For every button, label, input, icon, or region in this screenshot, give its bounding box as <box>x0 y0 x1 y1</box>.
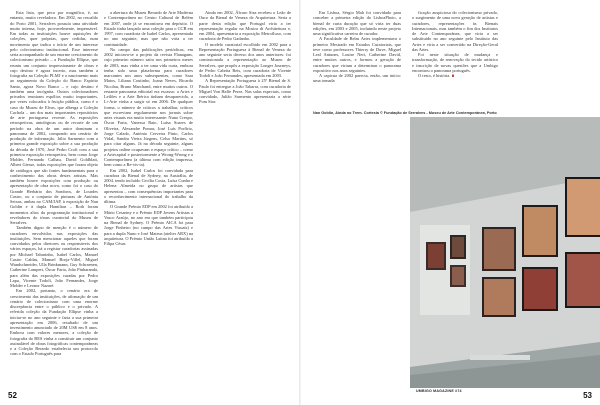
photo-caption: Nan Goldin, Ainda no Trem. Cortesia © Fundação de Serralves - Museu de Arte Contemporânea, Porto <box>313 111 497 115</box>
paragraph: ficação auspiciosa do colecionismo privado, o surgimento de uma nova geração de artistas e curadores, representações às Bienais Internacionais, mas também o fim dos Institutos de Arte Contemporânea, que viria a ser substituído no ano seguinte pelo Instituto das Artes e viria a ser convertido na Direção-Geral das Artes. <box>412 10 498 52</box>
paragraph: a abertura do Museu Berardo de Arte Moderna e Contemporânea no Centro Cultural de Belém em 2007, onde já se encontrava em depósito. O Estado tinha lançado uma coleção para o CCB em 1997, com curadoria de Isabel Carlos, apresentada no ano seguinte, mas que não viria a ter continuidade. <box>104 10 193 47</box>
paragraph: No campo das publicações periódicas, em 2002 iniciava-se a projeto da revista Flanagans, cujo primeiro número saíra nos primeiros meses de 2003, mas vinha a ter uma vida curta, embora tenha sido uma plataforma para curadores marcantes nos anos subsequentes, como Sara Matos, Liliana Coutinho, Joana Neves, Ricardo Nicolau, Bruno Marchand, entre muitos outros. O restante panorama editorial era escasso: a Artes e Leilões e a Arte Ibérica tinham desaparecido, a L+Arte vinha a surgir só em 2006. De qualquer forma, o número de críticos a trabalhar, críticos que escreviam regularmente nos jornais sobre artes visuais era muito interessante: Nuno Crespo, Óscar Faria, Vanessa Rato, Luísa Soares de Oliveira, Alexandre Pomar, José Luís Porfírio, Jorge Calado, António Cerveira Pinto, Carlos Vidal, Sandra Vieira Jürgens, Celso Martins, só para citar alguns. Já na década seguinte, alguns projetos online ocupavam o espaço crítico – como a Artecapital e posteriormente a Wrong-Wrong e a Contemporânea (a última com edição impressa, bem como a Re-vis-ta). <box>104 46 193 168</box>
right-page-column-2 <box>412 10 498 79</box>
page-gutter <box>299 0 301 405</box>
paragraph: Ainda em 2002, Álvaro Siza recebeu o Leão de Ouro da Bienal de Veneza de Arquitetura. Seria a parte desta edição que Portugal viria a ter representação regular na Mostra di Architettura e, em 2004, apresentaria a exposição Metrofluxo, com curadoria de Pedro Gadanho. <box>199 10 291 42</box>
paragraph: A Faculdade de Belas Artes implementava o primeiro Mestrado em Estudos Curatoriais, que teve como professores Thierry de Duve, Miguel Leal Antunes, Louise Neri, Catherine David, entre muitos outros, e formou a geração de curadores que viriam a determinar o panorama expositivo nos anos seguintes. <box>313 36 401 73</box>
page-number-left: 52 <box>8 391 17 400</box>
gallery-photo-illustration <box>410 117 600 388</box>
paragraph: O modelo curatorial escolhido em 2002 para a Representação Portuguesa à Bienal de Veneza do ano seguinte seria diverso dos anos anteriores: foi comissionada a representação ao Museu de Serralves, que propôs a exposição Longer Journeys, de Pedro Cabrita Reis, com curadoria de Vicente Todolí e João Fernandes, apresentada em 2003. <box>199 41 291 78</box>
paragraph: Em 2002, Isabel Carlos foi convidada para curadora da Bienal de Sydney, na Austrália, de 2004, tendo incluído Cecília Costa, Luísa Cunha e Helena Almeida no grupo de artistas que apresentou – com consequências importantes para o reconhecimento internacional do trabalho da última. <box>104 167 193 204</box>
paragraph: A Representação Portuguesa à 25ª Bienal de S. Paulo foi entregue a João Tabarra, com curadoria de Miguel Von Haffe Perez. Nas salas especiais, como convidado, Julião Sarmento apresentaria a série Pom Stor. <box>199 78 291 105</box>
right-page-column-1 <box>313 10 401 84</box>
paragraph: O Grande Prémio EDP em 2002 foi atribuído a Mário Cesariny e o Prémio EDP Jovens Artistas a Vasco Araújo, no ano em que também participou na Bienal de Sydney. O Prémio AICA foi para Jorge Pinheiro (no campo das Artes Visuais) e para a dupla Nuno e José Mateus (atelier ARX) na arquitetura. O Prémio União Latina foi atribuído a Filipa César. <box>104 204 193 246</box>
end-sign: O resto, é história. <box>418 73 451 78</box>
paragraph: Em Lisboa, Sérgio Mah foi convidado para conceber a primeira edição do LisboaPhoto, a bienal de curta duração que só viria ter duas edições, em 2003 e 2005, incluindo neste projeto uma significativa carreira de curador. <box>313 10 401 36</box>
end-mark-icon: ∎ <box>451 74 455 79</box>
paragraph: Também digno de menção é o número de curadores envolvidos nas exposições das instituições. Sem mencionar aqueles que foram convidados pelos diretores ou responsáveis dos vários espaços, há a registar curadorias assinadas por Michael Tabarinho, Isabel Carlos, Manuel Castro Caldas, Manuel Borja-Villel, Miguel Wandschneider, Ulla Brinkmann, Guy Schraenen, Catherine Lampert, Óscar Faria, João Pinharanda, para além das exposições curadas por Pedro Lapa, Vicente Todolí, João Fernandes, Jorge Molder e Leonor Nazaré. <box>10 225 98 288</box>
paragraph: Esta lista, que peca por magnífica, é, no entanto, muito reveladora. Em 2002, no rescaldo do Porto 2001, Serralves possuía uma atividade muito intensa, hoje, provavelmente, impensável. Em todas as instituições houve aquisições de coleções, quer próprias, quer cedidas, num movimento que indica o início de um interesse pelo colecionismo institucional. Esse interesse seria acompanhado de um enorme crescimento do colecionismo privado – a Fundação Ellipse, que reuniu um conjunto impressionante de obras e cujo destino é agora incerto, mas também a fotografia na Coleção PLMJ e o nascimento mais ao seguimento da Coleção do Banco Espírito Santo, agora Novo Banco – e cujo destino é também uma incógnita. Outros colecionadores privados reuniram espólios muito importantes, por vezes colocados à fruição pública, como é o caso do Museu de Elvas, que alberga a Coleção Cachola – um dos mais importantes repositórios de arte portuguesa recente. As exposições retrospetivas, antológicas ou de recorte de um período na obra de um autor dominam o panorama de 2002, compondo um cenário de produção de informação. Júlio Sarmento com a primeira grande exposição sobre a sua produção da década de 1970, José Pedro Croft com a sua primeira exposição retrospetiva, bem como Jorge Molder, Fernando Calhau, David Goldblatt, Albert Giesse, todas exposições que foram objeto de catálogos que são fontes fundamentais para o conhecimento das obras destes artistas. Mas também houve exposições com produção ou apresentação de obra nova, como foi o caso do Grande Herbário dos Sombros, de Lourdes Castro, ou o conjunto de pinturas de Antónia Seixas, ambas no CAM/JAP, à exposição de Nan Goldin e à dupla Hamilton – Roth foram momentos altos da programação institucional e reveladores do tónus curatorial do Museu de Serralves. <box>10 10 98 225</box>
left-page-column-3 <box>199 10 291 105</box>
running-head: UMBIGO MAGAZINE #74 <box>416 389 462 393</box>
page-number-right: 53 <box>583 391 592 400</box>
end-sign-line <box>412 73 498 79</box>
paragraph: Em 2002, portanto, o cenário era de crescimento das instituições, de afirmação de um cenário de colecionismo com uma enorme discrepância entre o público e o privado. A referida coleção da Fundação Ellipse vinha a iniciar-se no ano seguinte e faria a sua primeira apresentação em 2006, resultado de um investimento anunciado de 20M US$ em 8 anos. Embora com valores menores, a coleção de fotografia do BES vinha a constituir um conjunto assinalável de obras fotográficas contemporâneas e a Coleção Berardo estabelecia um protocolo com o Estado Português para <box>10 288 98 357</box>
left-page-column-1 <box>10 10 98 357</box>
paragraph: A capicua de 2002 parecia, então, um início: uma tomada <box>313 73 401 84</box>
left-page-column-2 <box>104 10 193 246</box>
paragraph: Foi neste situação de mudança e transformação, de renovação do tecido artístico e inscrição de novas questões que a Umbigo encontrou o panorama português. <box>412 52 498 73</box>
gallery-installation-photo <box>410 117 600 388</box>
